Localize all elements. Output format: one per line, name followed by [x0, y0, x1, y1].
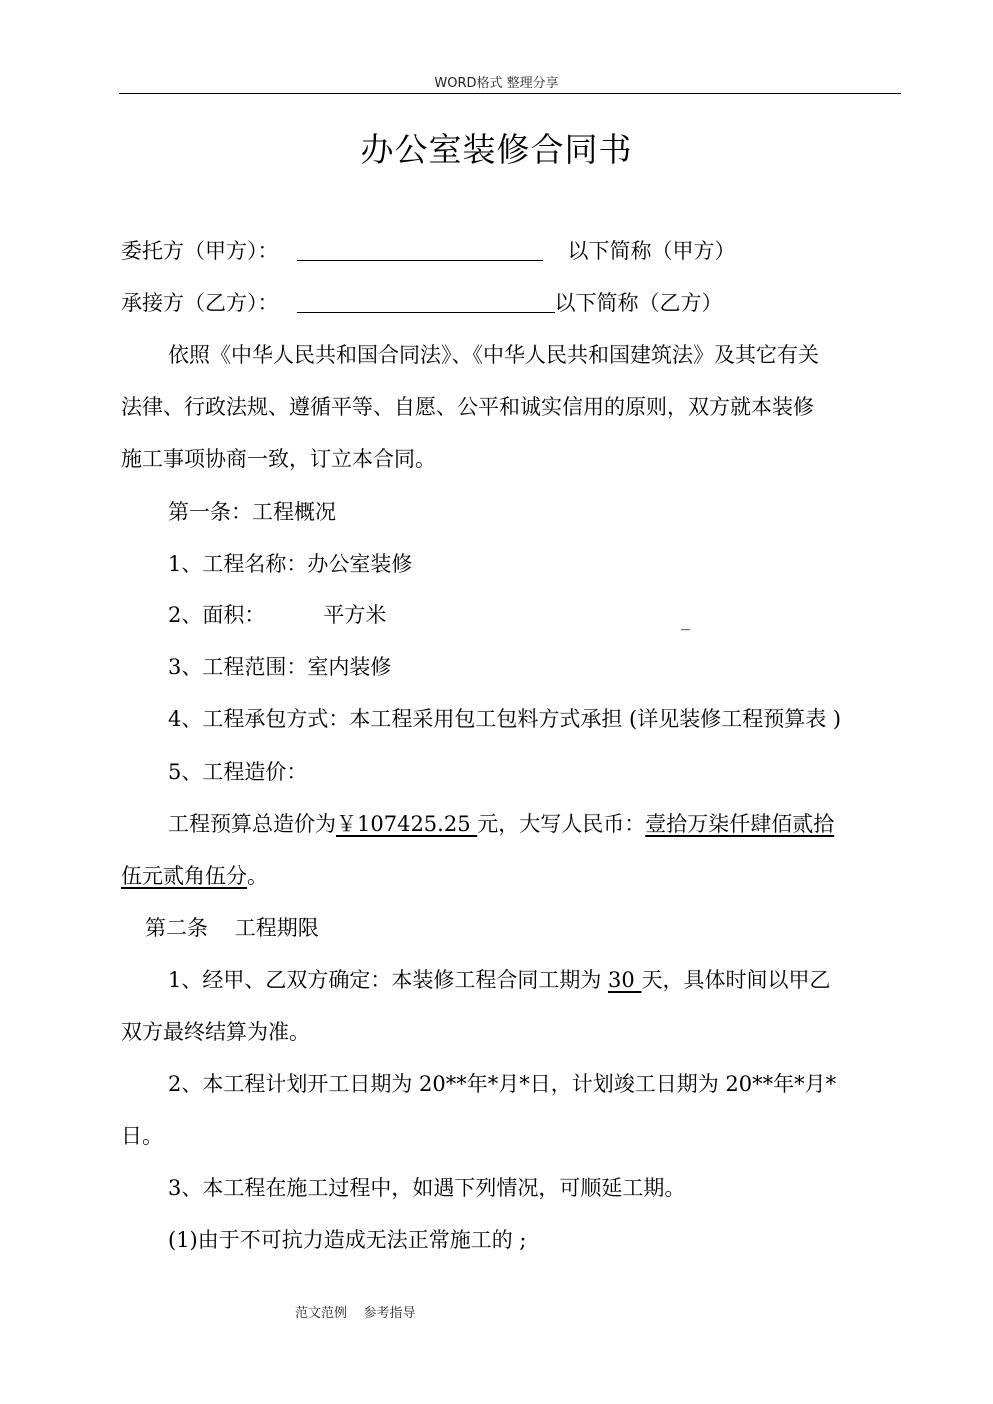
intro-line-3: 施工事项协商一致，订立本合同。 [121, 447, 436, 471]
article-2-item-3: 3、本工程在施工过程中，如遇下列情况，可顺延工期。 [168, 1176, 686, 1200]
budget-words-part-2: 伍元贰角伍分 [121, 864, 247, 888]
budget-line-1 [168, 809, 834, 839]
article-2-item-2: 2、本工程计划开工日期为 20**年*月*日，计划竣工日期为 20**年*月* [168, 1072, 837, 1096]
party-b-line [121, 288, 723, 318]
article-2-heading: 第二条 工程期限 [145, 916, 319, 940]
article-2-item-1 [168, 965, 830, 995]
header-divider [119, 93, 901, 94]
document-title: 办公室装修合同书 [360, 130, 633, 169]
area-label: 2、面积： [168, 603, 266, 627]
budget-words-part-1: 壹拾万柒仟肆佰贰拾 [645, 812, 835, 836]
article-1-item-3: 3、工程范围：室内装修 [168, 655, 392, 679]
budget-line-2 [121, 861, 268, 891]
budget-prefix: 工程预算总造价为 [168, 812, 336, 836]
term-days: 30 [608, 968, 642, 992]
party-a-blank [297, 240, 543, 261]
term-prefix: 1、经甲、乙双方确定：本装修工程合同工期为 [168, 968, 609, 992]
article-1-item-4: 4、工程承包方式：本工程采用包工包料方式承担 (详见装修工程预算表 ) [168, 707, 842, 731]
article-2-item-2-line-2: 日。 [121, 1124, 163, 1148]
budget-end: 。 [247, 864, 268, 888]
area-unit: 平方米 [323, 603, 387, 627]
page-footer: 范文范例 参考指导 [295, 1306, 416, 1321]
page-header: WORD格式 整理分享 [434, 76, 559, 91]
area-dash: _ [681, 610, 690, 631]
budget-amount: ￥107425.25 [336, 812, 478, 836]
intro-line-1: 依照《中华人民共和国合同法》、《中华人民共和国建筑法》及其它有关 [168, 343, 819, 367]
article-1-item-5: 5、工程造价： [168, 760, 308, 784]
party-a-label: 委托方（甲方）： [121, 239, 279, 263]
article-1-item-2 [168, 600, 386, 630]
intro-line-2: 法律、行政法规、遵循平等、自愿、公平和诚实信用的原则，双方就本装修 [121, 395, 814, 419]
party-a-suffix: 以下简称（甲方） [567, 239, 736, 263]
party-b-blank [297, 292, 555, 313]
budget-middle: 元，大写人民币： [477, 812, 646, 836]
party-b-label: 承接方（乙方）： [121, 291, 279, 315]
article-1-item-1: 1、工程名称：办公室装修 [168, 552, 413, 576]
term-suffix: 天，具体时间以甲乙 [641, 968, 831, 992]
party-b-suffix: 以下简称（乙方） [554, 291, 723, 315]
article-1-heading: 第一条：工程概况 [168, 500, 336, 524]
article-2-item-3-sub-1: (1)由于不可抗力造成无法正常施工的 ; [168, 1228, 527, 1252]
party-a-line [121, 236, 736, 266]
article-2-item-1-line-2: 双方最终结算为准。 [121, 1020, 310, 1044]
